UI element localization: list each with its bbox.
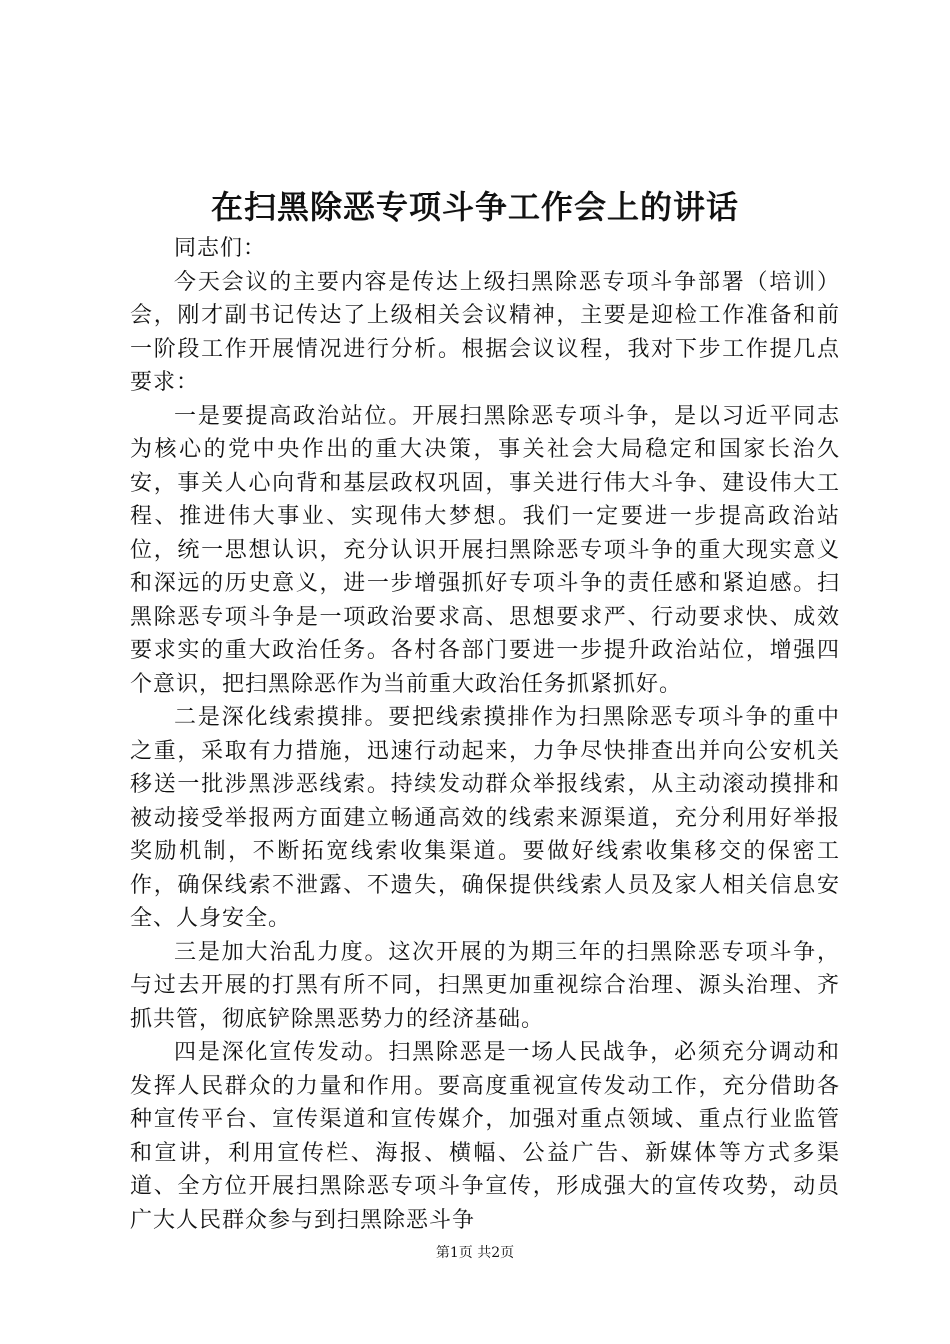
document-title: 在扫黑除恶专项斗争工作会上的讲话 (210, 188, 739, 226)
page-number-footer: 第1页 共2页 (435, 1245, 515, 1261)
body-paragraph: 二是深化线索摸排。要把线索摸排作为扫黑除恶专项斗争的重中之重，采取有力措施，迅速行动起来，力争尽快排查出并向公安机关移送一批涉黑涉恶线索。持续发动群众举报线索，从主动滚动摸排和被动接受举报两方面建立畅通高效的线索来源渠道，充分利用好举报奖励机制，不断拓宽线索收集渠道。要做好线索收集移交的保密工作，确保线索不泄露、不遗失，确保提供线索人员及家人相关信息安全、人身安全。 (130, 705, 840, 931)
body-paragraph: 三是加大治乱力度。这次开展的为期三年的扫黑除恶专项斗争，与过去开展的打黑有所不同，扫黑更加重视综合治理、源头治理、齐抓共管，彻底铲除黑恶势力的经济基础。 (130, 939, 840, 1032)
greeting-paragraph: 同志们： (174, 236, 267, 261)
body-paragraph: 今天会议的主要内容是传达上级扫黑除恶专项斗争部署（培训）会，刚才副书记传达了上级相关会议精神，主要是迎检工作准备和前一阶段工作开展情况进行分析。根据会议议程，我对下步工作提几点要求： (130, 269, 840, 395)
body-paragraph: 一是要提高政治站位。开展扫黑除恶专项斗争，是以习近平同志为核心的党中央作出的重大决策，事关社会大局稳定和国家长治久安，事关人心向背和基层政权巩固，事关进行伟大斗争、建设伟大工程、推进伟大事业、实现伟大梦想。我们一定要进一步提高政治站位，统一思想认识，充分认识开展扫黑除恶专项斗争的重大现实意义和深远的历史意义，进一步增强抓好专项斗争的责任感和紧迫感。扫黑除恶专项斗争是一项政治要求高、思想要求严、行动要求快、成效要求实的重大政治任务。各村各部门要进一步提升政治站位，增强四个意识，把扫黑除恶作为当前重大政治任务抓紧抓好。 (130, 403, 840, 697)
document-body (130, 232, 840, 1237)
body-paragraph: 四是深化宣传发动。扫黑除恶是一场人民战争，必须充分调动和发挥人民群众的力量和作用。要高度重视宣传发动工作，充分借助各种宣传平台、宣传渠道和宣传媒介，加强对重点领域、重点行业监管和宣讲，利用宣传栏、海报、横幅、公益广告、新媒体等方式多渠道、全方位开展扫黑除恶专项斗争宣传，形成强大的宣传攻势，动员广大人民群众参与到扫黑除恶斗争 (130, 1040, 840, 1233)
